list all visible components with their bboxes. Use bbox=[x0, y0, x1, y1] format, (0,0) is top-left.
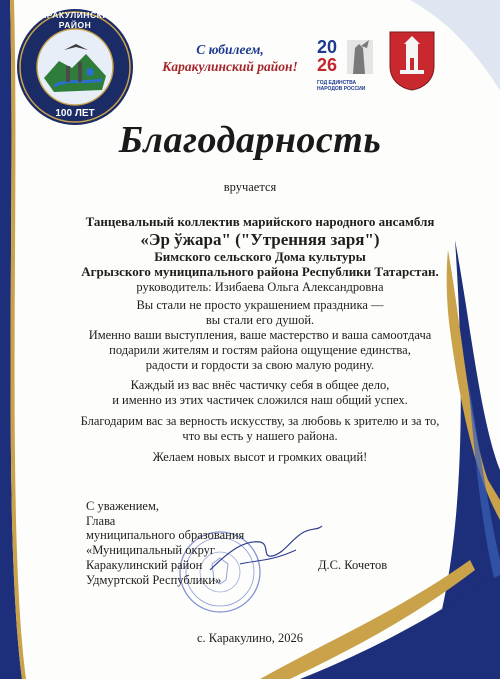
body-p2-line2: подарили жителям и гостям района ощущение единства, bbox=[109, 342, 411, 357]
body-paragraph-4 bbox=[40, 414, 480, 444]
signature-block bbox=[86, 499, 244, 587]
recipient-line1: Танцевальный коллектив марийского народного ансамбля bbox=[85, 214, 435, 229]
recipient-block bbox=[40, 214, 480, 295]
emblem-years-text: 100 ЛЕТ bbox=[55, 108, 95, 119]
document-title: Благодарность bbox=[118, 119, 382, 161]
slogan-line2: Каракулинский район! bbox=[162, 59, 298, 74]
body-paragraph-3 bbox=[40, 378, 480, 408]
recipient-leader: руководитель: Изибаева Ольга Александровна bbox=[136, 279, 384, 294]
body-p3-line1: Каждый из вас внёс частичку себя в общее дело, bbox=[130, 378, 390, 392]
year-logo-top: 20 bbox=[317, 37, 338, 57]
year-logo-bottom: 26 bbox=[317, 55, 338, 75]
signature-line6: Удмуртской Республики» bbox=[86, 572, 222, 587]
body-p4-line1: Благодарим вас за верность искусству, за любовь к зрителю и за то, bbox=[80, 414, 440, 428]
year-logo-caption bbox=[317, 80, 379, 92]
recipient-line4: Агрызского муниципального района Республики Татарстан. bbox=[81, 264, 439, 279]
signer-name: Д.С. Кочетов bbox=[318, 558, 388, 572]
signature-line3: муниципального образования bbox=[86, 528, 245, 543]
signature-line1: С уважением, bbox=[86, 499, 159, 513]
body-p2-line3: радости и гордости за свою малую родину. bbox=[145, 357, 375, 372]
presented-label: вручается bbox=[223, 180, 277, 194]
year-of-unity-logo bbox=[317, 34, 377, 104]
recipient-line3: Бимского сельского Дома культуры bbox=[154, 248, 366, 264]
year-logo-caption2: НАРОДОВ РОССИИ bbox=[317, 86, 366, 92]
emblem-ring-text: КАРАКУЛИНСКИЙ РАЙОН bbox=[34, 10, 116, 30]
signature-line5: Каракулинский район bbox=[86, 557, 203, 572]
slogan-line1: С юбилеем, bbox=[196, 42, 264, 57]
body-p1-line1: Вы стали не просто украшением праздника — bbox=[136, 298, 384, 312]
body-paragraph-2 bbox=[40, 328, 480, 372]
signature-line4: «Муниципальный округ bbox=[86, 543, 216, 558]
body-p3-line2: и именно из этих частичек сложился наш общий успех. bbox=[112, 392, 408, 407]
body-paragraph-1 bbox=[40, 298, 480, 328]
body-paragraph-5: Желаем новых высот и громких оваций! bbox=[152, 450, 368, 464]
place-and-date: с. Каракулино, 2026 bbox=[196, 631, 304, 645]
body-p1-line2: вы стали его душой. bbox=[205, 312, 315, 327]
coat-of-arms-icon bbox=[388, 30, 436, 92]
anniversary-slogan bbox=[150, 41, 310, 75]
year-logo-caption1: ГОД ЕДИНСТВА bbox=[317, 80, 357, 86]
signature-line2: Глава bbox=[86, 513, 116, 528]
body-p2-line1: Именно ваши выступления, ваше мастерство и ваша самоотдача bbox=[88, 328, 432, 342]
recipient-ensemble-name: «Эр ўжара" ("Утренняя заря") bbox=[140, 229, 380, 249]
body-p4-line2: что вы есть у нашего района. bbox=[182, 428, 338, 443]
